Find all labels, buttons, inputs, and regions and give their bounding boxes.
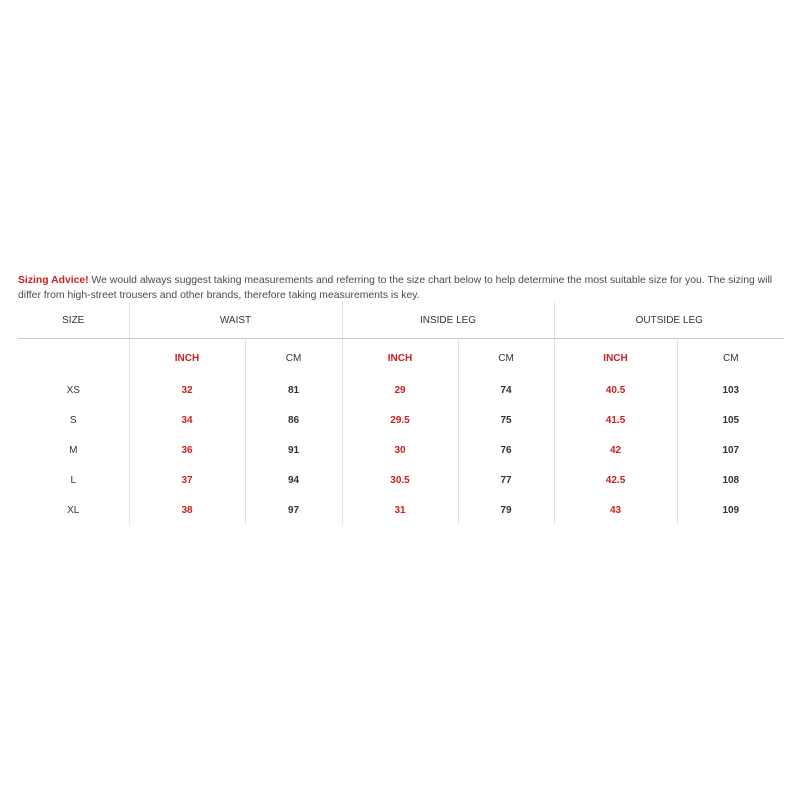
inside-leg-cm-value: 79 — [458, 495, 554, 525]
waist-cm-value: 86 — [245, 405, 342, 435]
outside-leg-cm-value: 107 — [677, 435, 784, 465]
sizing-advice-lead: Sizing Advice! — [18, 275, 89, 287]
inside-leg-inch-value: 30 — [342, 435, 458, 465]
unit-waist-inch: INCH — [129, 339, 245, 376]
size-label: XL — [67, 504, 80, 516]
waist-inch-value: 32 — [129, 375, 245, 405]
unit-row — [18, 339, 784, 376]
outside-leg-inch-value: 42.5 — [554, 465, 677, 495]
inside-leg-inch-value: 31 — [342, 495, 458, 525]
table-row — [18, 495, 784, 525]
unit-inside-cm: CM — [458, 339, 554, 376]
size-chart-table — [18, 302, 784, 525]
unit-outside-cm: CM — [677, 339, 784, 376]
waist-cm-value: 91 — [245, 435, 342, 465]
waist-inch-value: 34 — [129, 405, 245, 435]
sizing-advice — [18, 273, 788, 303]
table-row — [18, 465, 784, 495]
waist-inch-value: 37 — [129, 465, 245, 495]
outside-leg-inch-value: 40.5 — [554, 375, 677, 405]
outside-leg-cm-value: 109 — [677, 495, 784, 525]
outside-leg-inch-value: 43 — [554, 495, 677, 525]
outside-leg-inch-value: 42 — [554, 435, 677, 465]
inside-leg-inch-value: 30.5 — [342, 465, 458, 495]
waist-cm-value: 97 — [245, 495, 342, 525]
header-outside-leg: OUTSIDE LEG — [554, 302, 784, 339]
unit-waist-cm: CM — [245, 339, 342, 376]
header-row — [18, 302, 784, 339]
inside-leg-cm-value: 77 — [458, 465, 554, 495]
outside-leg-inch-value: 41.5 — [554, 405, 677, 435]
header-waist: WAIST — [129, 302, 342, 339]
outside-leg-cm-value: 105 — [677, 405, 784, 435]
waist-cm-value: 81 — [245, 375, 342, 405]
outside-leg-cm-value: 103 — [677, 375, 784, 405]
table-row — [18, 375, 784, 405]
size-label: M — [69, 444, 78, 456]
outside-leg-cm-value: 108 — [677, 465, 784, 495]
unit-outside-inch: INCH — [554, 339, 677, 376]
inside-leg-cm-value: 75 — [458, 405, 554, 435]
size-label: S — [69, 414, 77, 426]
waist-inch-value: 36 — [129, 435, 245, 465]
table-row — [18, 435, 784, 465]
inside-leg-inch-value: 29 — [342, 375, 458, 405]
size-label: L — [70, 474, 77, 486]
header-inside-leg: INSIDE LEG — [342, 302, 554, 339]
waist-cm-value: 94 — [245, 465, 342, 495]
inside-leg-inch-value: 29.5 — [342, 405, 458, 435]
size-label: XS — [66, 384, 80, 396]
header-size: SIZE — [18, 302, 129, 339]
table-row — [18, 405, 784, 435]
inside-leg-cm-value: 76 — [458, 435, 554, 465]
waist-inch-value: 38 — [129, 495, 245, 525]
sizing-advice-text: We would always suggest taking measurements and referring to the size chart below to help determine the most suitable size for you. The sizing will differ from high-street trousers and other brands, therefore taking measurements is key. — [18, 275, 773, 302]
unit-inside-inch: INCH — [342, 339, 458, 376]
inside-leg-cm-value: 74 — [458, 375, 554, 405]
unit-size-empty — [18, 339, 129, 376]
